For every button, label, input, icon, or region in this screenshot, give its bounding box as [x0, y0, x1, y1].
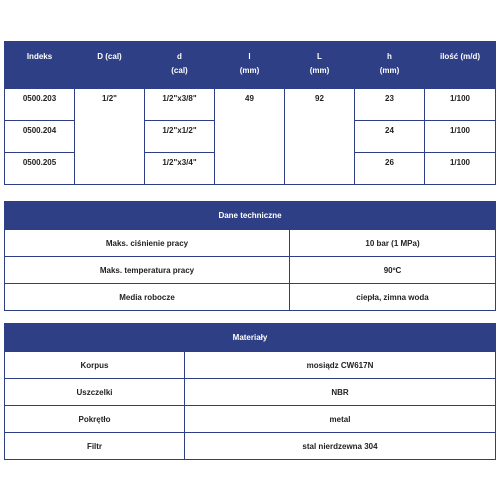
cell-ilosc: 1/100 — [425, 89, 496, 121]
cell-d: 1/2"x1/2" — [145, 121, 215, 153]
tech-header-row — [5, 202, 496, 230]
dimensions-header-row — [5, 42, 496, 89]
row-value: mosiądz CW617N — [185, 352, 496, 379]
table-row — [5, 352, 496, 379]
row-label: Uszczelki — [5, 379, 185, 406]
cell-h: 24 — [355, 121, 425, 153]
row-value: 90ºC — [290, 257, 496, 284]
tech-table-title: Dane techniczne — [5, 202, 496, 230]
header-ilosc: ilość (m/d) — [425, 42, 496, 89]
cell-D-merged: 1/2" — [75, 89, 145, 185]
header-D: D (cal) — [75, 42, 145, 89]
row-label: Pokrętło — [5, 406, 185, 433]
table-row — [5, 433, 496, 460]
row-value: stal nierdzewna 304 — [185, 433, 496, 460]
cell-ilosc: 1/100 — [425, 153, 496, 185]
cell-indeks: 0500.203 — [5, 89, 75, 121]
row-label: Korpus — [5, 352, 185, 379]
row-value: metal — [185, 406, 496, 433]
cell-l-merged: 49 — [215, 89, 285, 185]
table-row — [5, 89, 496, 121]
cell-d: 1/2"x3/8" — [145, 89, 215, 121]
cell-h: 26 — [355, 153, 425, 185]
header-indeks: Indeks — [5, 42, 75, 89]
table-row — [5, 284, 496, 311]
row-label: Filtr — [5, 433, 185, 460]
row-label: Maks. ciśnienie pracy — [5, 230, 290, 257]
table-row — [5, 230, 496, 257]
header-l: l (mm) — [215, 42, 285, 89]
tech-data-table — [4, 201, 496, 311]
row-value: ciepła, zimna woda — [290, 284, 496, 311]
row-value: 10 bar (1 MPa) — [290, 230, 496, 257]
cell-h: 23 — [355, 89, 425, 121]
header-d: d (cal) — [145, 42, 215, 89]
cell-ilosc: 1/100 — [425, 121, 496, 153]
table-row — [5, 379, 496, 406]
cell-d: 1/2"x3/4" — [145, 153, 215, 185]
row-label: Maks. temperatura pracy — [5, 257, 290, 284]
materials-table — [4, 323, 496, 460]
row-label: Media robocze — [5, 284, 290, 311]
dimensions-table — [4, 41, 496, 185]
table-row — [5, 257, 496, 284]
cell-indeks: 0500.205 — [5, 153, 75, 185]
header-h: h (mm) — [355, 42, 425, 89]
row-value: NBR — [185, 379, 496, 406]
cell-L-merged: 92 — [285, 89, 355, 185]
cell-indeks: 0500.204 — [5, 121, 75, 153]
materials-header-row — [5, 324, 496, 352]
materials-table-title: Materiały — [5, 324, 496, 352]
table-row — [5, 406, 496, 433]
header-L: L (mm) — [285, 42, 355, 89]
